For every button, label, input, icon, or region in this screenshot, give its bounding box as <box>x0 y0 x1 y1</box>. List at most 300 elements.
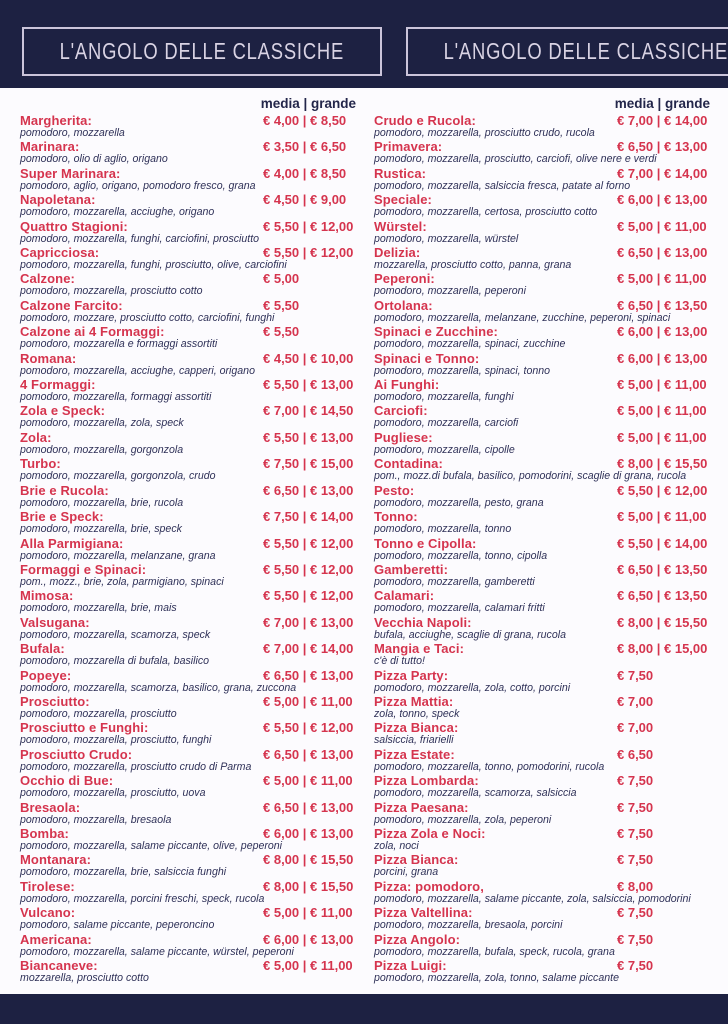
menu-item <box>374 484 712 508</box>
menu-item <box>374 272 712 296</box>
item-price: € 7,50 <box>617 958 654 973</box>
item-price: € 6,00 | € 13,00 <box>617 350 708 366</box>
menu-item-title-row <box>20 325 358 339</box>
menu-item-title-row <box>20 167 358 181</box>
item-price: € 8,00 <box>617 878 654 894</box>
item-price: € 7,50 <box>617 905 654 921</box>
menu-item <box>374 114 712 138</box>
item-price: € 5,00 | € 11,00 <box>263 693 353 709</box>
item-ingredients: pomodoro, mozzarella, salsiccia fresca, patate al forno <box>374 179 631 192</box>
menu-item-title-row <box>374 853 712 867</box>
menu-item-title-row <box>20 484 358 498</box>
item-name: 4 Formaggi: <box>20 377 96 393</box>
item-price: € 6,50 <box>617 746 654 762</box>
menu-item-title-row <box>374 193 712 207</box>
item-price: € 5,00 | € 11,00 <box>617 429 707 445</box>
item-ingredients: pomodoro, mozzarella, acciughe, origano <box>20 206 215 219</box>
menu-item <box>374 378 712 402</box>
menu-item <box>374 695 712 719</box>
menu-item <box>20 933 358 957</box>
menu-item <box>20 510 358 534</box>
item-name: Pizza Party: <box>374 667 449 683</box>
item-price: € 6,00 | € 13,00 <box>617 324 708 340</box>
item-ingredients: pomodoro, mozzarella, prosciutto crudo, rucola <box>374 127 595 139</box>
item-price: € 7,00 <box>617 693 654 709</box>
item-price: € 6,50 | € 13,50 <box>617 588 708 604</box>
item-name: Primavera: <box>374 139 443 155</box>
item-price: € 6,50 | € 13,50 <box>617 297 708 313</box>
item-price: € 5,50 | € 12,00 <box>263 588 354 604</box>
menu-item <box>20 563 358 587</box>
item-name: Ortolana: <box>374 297 433 313</box>
menu-item-title-row <box>374 378 712 392</box>
menu-item <box>374 457 712 481</box>
menu-item-title-row <box>20 933 358 947</box>
menu-item <box>374 299 712 323</box>
price-size-header: media | grande <box>614 96 710 111</box>
menu-item-title-row <box>374 140 712 154</box>
menu-item-title-row <box>20 140 358 154</box>
item-price: € 5,00 | € 11,00 <box>617 509 707 525</box>
menu-columns <box>0 88 728 985</box>
item-name: Prosciutto Crudo: <box>20 746 133 762</box>
item-ingredients: pomodoro, olio di aglio, origano <box>20 153 168 166</box>
item-price: € 5,50 | € 13,00 <box>263 429 354 445</box>
menu-item-title-row <box>20 352 358 366</box>
item-price: € 7,00 | € 13,00 <box>263 614 354 630</box>
item-name: Peperoni: <box>374 271 435 287</box>
menu-item <box>20 880 358 904</box>
item-name: Pesto: <box>374 482 415 498</box>
menu-item <box>20 272 358 296</box>
item-ingredients: pomodoro, mozzarella, melanzane, grana <box>20 549 216 562</box>
menu-item-title-row <box>374 484 712 498</box>
item-ingredients: pomodoro, mozzarella, gorgonzola, crudo <box>20 470 216 483</box>
item-price: € 5,00 <box>263 271 300 287</box>
item-name: Napoletana: <box>20 192 96 208</box>
item-name: Ai Funghi: <box>374 377 440 393</box>
menu-item-title-row <box>374 299 712 313</box>
menu-item-title-row <box>374 457 712 471</box>
menu-item-title-row <box>20 299 358 313</box>
item-name: Gamberetti: <box>374 561 449 577</box>
item-name: Pizza Valtellina: <box>374 905 473 921</box>
item-ingredients: pomodoro, mozzarella, bresaola <box>20 813 172 826</box>
item-price: € 5,50 | € 12,00 <box>263 245 354 261</box>
item-ingredients: pomodoro, mozzarella, pesto, grana <box>374 496 544 509</box>
item-ingredients: pomodoro, mozzarella, scamorza, basilico, grana, zuccona <box>20 681 297 694</box>
menu-item <box>20 484 358 508</box>
item-ingredients: pomodoro, mozzarella, funghi, prosciutto, olive, carciofini <box>20 259 287 272</box>
menu-item-title-row <box>20 880 358 894</box>
item-ingredients: pomodoro, mozzarella, carciofi <box>374 417 519 430</box>
item-name: Pizza Estate: <box>374 746 455 762</box>
item-ingredients: pomodoro, mozzarella, zola, tonno, salame piccante <box>374 972 619 984</box>
item-ingredients: pomodoro, mozzarella e formaggi assortiti <box>20 338 218 351</box>
menu-column-right <box>374 96 712 985</box>
menu-item-title-row <box>374 220 712 234</box>
item-name: Prosciutto e Funghi: <box>20 720 149 736</box>
item-name: Americana: <box>20 931 92 947</box>
item-name: Crudo e Rucola: <box>374 113 476 128</box>
item-price: € 7,00 | € 14,00 <box>617 165 708 181</box>
item-ingredients: pomodoro, mozzarella, scamorza, salsiccia <box>374 787 577 800</box>
item-price: € 5,00 | € 11,00 <box>263 773 353 789</box>
menu-item <box>20 669 358 693</box>
item-list <box>20 114 358 983</box>
menu-item-title-row <box>20 589 358 603</box>
menu-item <box>20 695 358 719</box>
menu-item-title-row <box>20 959 358 973</box>
item-ingredients: pomodoro, mozzarella, brie, mais <box>20 602 177 615</box>
menu-item-title-row <box>20 404 358 418</box>
item-name: Pizza: pomodoro, <box>374 878 484 894</box>
item-ingredients: pomodoro, mozzarella, würstel <box>374 232 519 245</box>
item-name: Mimosa: <box>20 588 74 604</box>
menu-item-title-row <box>374 167 712 181</box>
item-price: € 6,00 | € 13,00 <box>263 825 354 841</box>
menu-item-title-row <box>374 748 712 762</box>
item-name: Vulcano: <box>20 905 76 921</box>
menu-item <box>374 774 712 798</box>
item-price: € 7,50 | € 14,00 <box>263 509 354 525</box>
menu-item <box>20 140 358 164</box>
item-ingredients: zola, tonno, speck <box>374 707 460 720</box>
menu-item <box>374 748 712 772</box>
menu-item-title-row <box>20 853 358 867</box>
menu-item-title-row <box>374 114 712 128</box>
item-price: € 7,50 <box>617 931 654 947</box>
menu-title: L'ANGOLO DELLE CLASSICHE <box>59 38 345 64</box>
item-ingredients: pomodoro, mozzarella, calamari fritti <box>374 602 545 615</box>
item-name: Speciale: <box>374 192 432 208</box>
item-name: Pizza Bianca: <box>374 720 459 736</box>
menu-item-title-row <box>374 404 712 418</box>
menu-item <box>374 563 712 587</box>
item-price: € 7,00 | € 14,50 <box>263 403 354 419</box>
item-price: € 5,00 | € 11,00 <box>617 403 707 419</box>
menu-item <box>374 642 712 666</box>
menu-item <box>374 140 712 164</box>
menu-item <box>20 616 358 640</box>
menu-item-title-row <box>374 325 712 339</box>
menu-item <box>20 589 358 613</box>
menu-item-title-row <box>20 669 358 683</box>
menu-item <box>374 537 712 561</box>
item-price: € 7,00 | € 14,00 <box>263 641 354 657</box>
item-ingredients: bufala, acciughe, scaglie di grana, rucola <box>374 628 566 641</box>
item-price: € 5,50 <box>263 297 300 313</box>
menu-item-title-row <box>20 220 358 234</box>
menu-item <box>20 906 358 930</box>
menu-item-title-row <box>374 721 712 735</box>
menu-item-title-row <box>374 669 712 683</box>
menu-item <box>374 853 712 877</box>
item-price: € 7,00 <box>617 720 654 736</box>
item-ingredients: pomodoro, mozzarella, melanzane, zucchine, peperoni, spinaci <box>374 311 671 324</box>
item-ingredients: pomodoro, mozzarella, gorgonzola <box>20 443 184 456</box>
item-ingredients: pomodoro, mozzarella, zola, peperoni <box>374 813 552 826</box>
menu-item <box>20 721 358 745</box>
item-price: € 7,50 | € 15,00 <box>263 456 354 472</box>
menu-item-title-row <box>20 193 358 207</box>
item-name: Biancaneve: <box>20 958 98 973</box>
item-ingredients: pomodoro, mozzarella, salame piccante, olive, peperoni <box>20 839 283 852</box>
item-name: Contadina: <box>374 456 443 472</box>
price-size-header: media | grande <box>260 96 356 111</box>
item-name: Calzone: <box>20 271 75 287</box>
menu-item <box>374 801 712 825</box>
menu-item <box>374 325 712 349</box>
item-name: Turbo: <box>20 456 61 472</box>
menu-item-title-row <box>374 880 712 894</box>
item-name: Margherita: <box>20 113 92 128</box>
item-list <box>374 114 712 983</box>
item-name: Pizza Lombarda: <box>374 773 479 789</box>
menu-item-title-row <box>374 616 712 630</box>
item-ingredients: pomodoro, mozzarella, bresaola, porcini <box>374 919 563 932</box>
menu-item <box>374 246 712 270</box>
menu-item <box>374 352 712 376</box>
menu-item <box>20 853 358 877</box>
menu-item <box>20 801 358 825</box>
menu-item-title-row <box>374 906 712 920</box>
menu-item-title-row <box>374 352 712 366</box>
menu-item <box>374 220 712 244</box>
item-ingredients: pomodoro, mozzarella, acciughe, capperi, origano <box>20 364 255 377</box>
item-name: Mangia e Taci: <box>374 641 465 657</box>
menu-item-title-row <box>374 827 712 841</box>
item-name: Valsugana: <box>20 614 90 630</box>
item-name: Bufala: <box>20 641 65 657</box>
item-price: € 5,50 | € 12,00 <box>263 720 354 736</box>
menu-item <box>20 299 358 323</box>
item-name: Tonno: <box>374 509 418 525</box>
menu-item <box>374 510 712 534</box>
item-price: € 5,00 | € 11,00 <box>263 958 353 973</box>
item-name: Alla Parmigiana: <box>20 535 124 551</box>
item-ingredients: pomodoro, mozzarella, spinaci, zucchine <box>374 338 566 351</box>
item-price: € 5,00 | € 11,00 <box>263 905 353 921</box>
item-ingredients: pomodoro, mozzare, prosciutto cotto, carciofini, funghi <box>20 311 275 324</box>
menu-item-title-row <box>20 827 358 841</box>
item-name: Pizza Angolo: <box>374 931 461 947</box>
item-ingredients: pomodoro, mozzarella, prosciutto, uova <box>20 787 206 800</box>
item-ingredients: pomodoro, mozzarella, funghi <box>374 391 514 404</box>
item-price: € 6,50 | € 13,00 <box>263 746 354 762</box>
menu-item-title-row <box>20 748 358 762</box>
item-ingredients: pomodoro, mozzarella, bufala, speck, rucola, grana <box>374 945 615 958</box>
item-ingredients: mozzarella, prosciutto cotto <box>20 972 149 984</box>
item-price: € 5,00 | € 11,00 <box>617 271 707 287</box>
menu-item-title-row <box>20 457 358 471</box>
item-name: Carciofi: <box>374 403 428 419</box>
menu-item-title-row <box>20 114 358 128</box>
item-ingredients: pomodoro, mozzarella, prosciutto <box>20 707 177 720</box>
item-price: € 5,00 | € 11,00 <box>617 377 707 393</box>
item-name: Pizza Mattia: <box>374 693 454 709</box>
menu-item <box>374 167 712 191</box>
item-price: € 7,50 <box>617 852 654 868</box>
menu-item-title-row <box>374 431 712 445</box>
item-price: € 5,50 | € 12,00 <box>617 482 708 498</box>
item-name: Bomba: <box>20 825 69 841</box>
item-name: Spinaci e Tonno: <box>374 350 480 366</box>
item-name: Popeye: <box>20 667 72 683</box>
menu-item-title-row <box>374 272 712 286</box>
header-band <box>0 0 728 88</box>
item-price: € 5,50 | € 13,00 <box>263 377 354 393</box>
item-ingredients: pomodoro, mozzarella, cipolle <box>374 443 515 456</box>
item-price: € 4,50 | € 9,00 <box>263 192 347 208</box>
menu-item <box>374 669 712 693</box>
menu-item <box>374 880 712 904</box>
menu-item <box>20 167 358 191</box>
item-ingredients: pom., mozz.di bufala, basilico, pomodorini, scaglie di grana, rucola <box>374 470 687 483</box>
item-ingredients: pomodoro, mozzarella, scamorza, speck <box>20 628 211 641</box>
item-price: € 5,50 | € 12,00 <box>263 561 354 577</box>
item-ingredients: pomodoro, mozzarella <box>20 127 125 139</box>
menu-item <box>20 431 358 455</box>
item-ingredients: pomodoro, mozzarella, funghi, carciofini, prosciutto <box>20 232 260 245</box>
menu-item <box>20 642 358 666</box>
item-ingredients: pomodoro, mozzarella, prosciutto, carciofi, olive nere e verdi <box>374 153 657 166</box>
menu-item <box>20 404 358 428</box>
menu-item <box>374 193 712 217</box>
menu-item <box>374 616 712 640</box>
item-name: Pizza Zola e Noci: <box>374 825 486 841</box>
menu-item-title-row <box>20 563 358 577</box>
item-ingredients: porcini, grana <box>374 866 439 879</box>
menu-item-title-row <box>20 695 358 709</box>
menu-item-title-row <box>374 246 712 260</box>
item-name: Vecchia Napoli: <box>374 614 472 630</box>
item-name: Delizia: <box>374 245 421 261</box>
item-ingredients: zola, noci <box>374 839 419 852</box>
item-ingredients: pomodoro, mozzarella, porcini freschi, speck, rucola <box>20 892 265 905</box>
item-ingredients: pomodoro, mozzarella, prosciutto cotto <box>20 285 203 298</box>
item-price: € 5,50 <box>263 324 300 340</box>
item-name: Montanara: <box>20 852 92 868</box>
item-ingredients: pomodoro, mozzarella, prosciutto, funghi <box>20 734 212 747</box>
item-name: Rustica: <box>374 165 427 181</box>
item-price: € 5,00 | € 11,00 <box>617 218 707 234</box>
item-ingredients: pomodoro, mozzarella, gamberetti <box>374 575 535 588</box>
item-name: Marinara: <box>20 139 80 155</box>
item-ingredients: pomodoro, mozzarella, tonno, cipolla <box>374 549 548 562</box>
menu-item-title-row <box>20 246 358 260</box>
menu-item <box>20 774 358 798</box>
menu-item-title-row <box>20 642 358 656</box>
item-name: Tonno e Cipolla: <box>374 535 477 551</box>
menu-item-title-row <box>374 589 712 603</box>
menu-item <box>20 959 358 983</box>
item-name: Brie e Rucola: <box>20 482 109 498</box>
menu-item-title-row <box>374 563 712 577</box>
item-ingredients: pomodoro, mozzarella, tonno <box>374 523 512 536</box>
item-price: € 5,50 | € 14,00 <box>617 535 708 551</box>
item-ingredients: pomodoro, mozzarella, peperoni <box>374 285 526 298</box>
menu-item-title-row <box>20 801 358 815</box>
item-price: € 7,00 | € 14,00 <box>617 113 708 128</box>
menu-item-title-row <box>20 721 358 735</box>
item-name: Würstel: <box>374 218 427 234</box>
item-name: Capricciosa: <box>20 245 100 261</box>
item-ingredients: pomodoro, mozzarella, salame piccante, zola, salsiccia, pomodorini <box>374 892 691 905</box>
menu-item-title-row <box>374 959 712 973</box>
footer-band <box>0 994 728 1024</box>
item-ingredients: pomodoro, mozzarella, salame piccante, würstel, peperoni <box>20 945 294 958</box>
menu-item-title-row <box>20 510 358 524</box>
item-name: Pugliese: <box>374 429 433 445</box>
item-name: Prosciutto: <box>20 693 90 709</box>
item-price: € 7,50 <box>617 825 654 841</box>
item-price: € 8,00 | € 15,50 <box>617 456 708 472</box>
item-ingredients: salsiccia, friarielli <box>374 734 454 747</box>
item-price: € 8,00 | € 15,50 <box>263 852 354 868</box>
item-name: Zola: <box>20 429 52 445</box>
menu-item <box>374 906 712 930</box>
item-name: Calamari: <box>374 588 435 604</box>
item-price: € 4,00 | € 8,50 <box>263 165 347 181</box>
menu-column-left <box>20 96 358 985</box>
menu-item <box>20 537 358 561</box>
menu-item-title-row <box>374 537 712 551</box>
item-price: € 6,50 | € 13,00 <box>617 139 708 155</box>
menu-item <box>20 457 358 481</box>
menu-item <box>20 378 358 402</box>
item-price: € 5,50 | € 12,00 <box>263 218 354 234</box>
item-price: € 7,50 <box>617 773 654 789</box>
item-price: € 6,00 | € 13,00 <box>263 931 354 947</box>
item-name: Occhio di Bue: <box>20 773 114 789</box>
menu-item-title-row <box>20 616 358 630</box>
menu-item-title-row <box>20 774 358 788</box>
item-ingredients: pomodoro, mozzarella, zola, speck <box>20 417 184 430</box>
item-name: Brie e Speck: <box>20 509 104 525</box>
menu-item <box>374 721 712 745</box>
menu-item-title-row <box>20 537 358 551</box>
item-name: Calzone Farcito: <box>20 297 123 313</box>
item-ingredients: pomodoro, mozzarella, brie, rucola <box>20 496 184 509</box>
menu-item-title-row <box>374 801 712 815</box>
item-ingredients: pomodoro, mozzarella di bufala, basilico <box>20 655 210 668</box>
left-title-box <box>22 27 382 76</box>
item-price: € 5,50 | € 12,00 <box>263 535 354 551</box>
menu-item-title-row <box>374 695 712 709</box>
item-ingredients: pomodoro, mozzarella, brie, speck <box>20 523 182 536</box>
menu-item <box>20 114 358 138</box>
menu-item-title-row <box>20 906 358 920</box>
right-title-box <box>406 27 728 76</box>
menu-item <box>20 748 358 772</box>
menu-item-title-row <box>374 933 712 947</box>
item-name: Formaggi e Spinaci: <box>20 561 147 577</box>
item-ingredients: pom., mozz., brie, zola, parmigiano, spinaci <box>20 575 224 588</box>
item-price: € 3,50 | € 6,50 <box>263 139 347 155</box>
item-ingredients: pomodoro, mozzarella, formaggi assortiti <box>20 391 212 404</box>
item-name: Romana: <box>20 350 77 366</box>
menu-item-title-row <box>20 378 358 392</box>
menu-item <box>20 220 358 244</box>
item-ingredients: pomodoro, aglio, origano, pomodoro fresco, grana <box>20 179 256 192</box>
menu-item <box>374 827 712 851</box>
menu-item-title-row <box>374 774 712 788</box>
menu-item <box>374 431 712 455</box>
item-price: € 8,00 | € 15,50 <box>263 878 354 894</box>
menu-item <box>374 959 712 983</box>
menu-item <box>374 589 712 613</box>
